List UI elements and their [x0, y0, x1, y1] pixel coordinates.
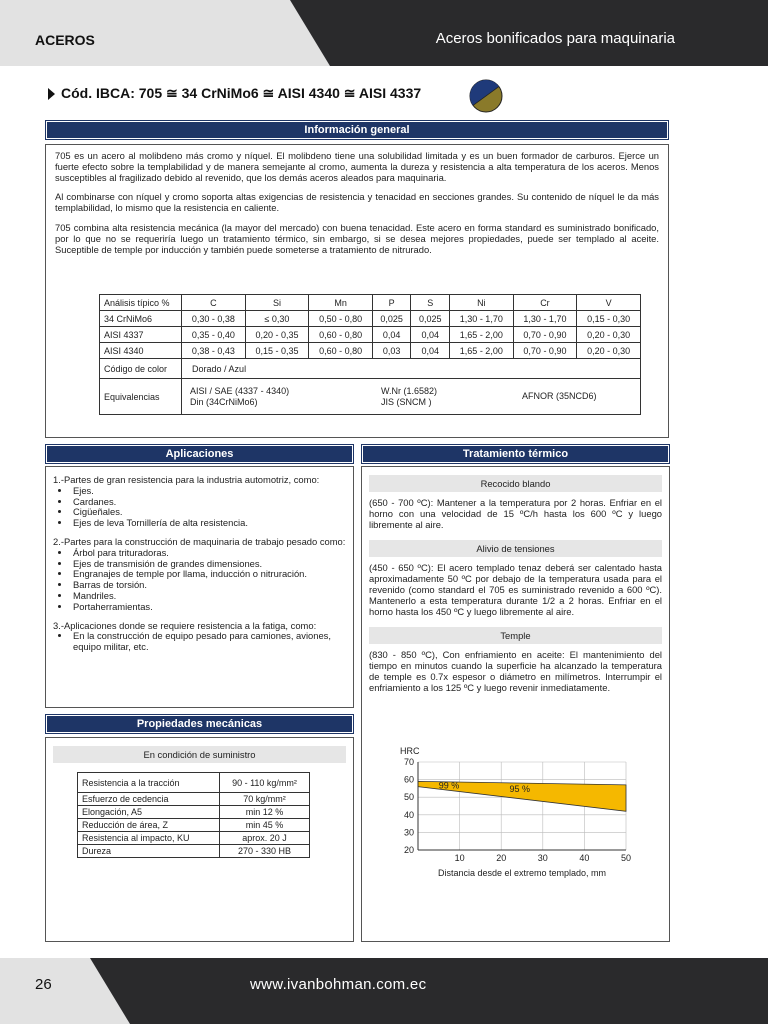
table-row: [100, 327, 641, 343]
list-item: • Ejes de leva Tornillería de alta resistencia.: [71, 518, 346, 529]
table-row: [100, 343, 641, 359]
stress-relief-text: (450 - 650 ºC): El acero templado tenaz deberá ser calentado hasta aproximadamente 50 ºC por debajo de la temperatura usada para el revenido (como standard el 705 es suministrado revenido a 600 ºC). Mantenerlo a esta temperatura durante 1/2 a 2 horas. Enfriar en el horno hasta los 450 ºC y luego libremente al aire.: [369, 562, 662, 617]
annealing-text: (650 - 700 ºC): Mantener a la temperatura por 2 horas. Enfriar en el horno con una velocidad de 15 ºC/h hasta los 600 ºC y luego libremente al aire.: [369, 497, 662, 530]
table-row: [100, 379, 641, 415]
list-item: • Mandriles.: [71, 591, 346, 602]
table-cell: ≤ 0,30: [245, 311, 309, 327]
table-header-cell: P: [372, 295, 411, 311]
page-number: 26: [35, 976, 52, 993]
table-cell: min 12 %: [220, 806, 310, 819]
list-item: • Ejes.: [71, 486, 346, 497]
table-row: [78, 845, 310, 858]
table-cell: 0,15 - 0,30: [577, 311, 641, 327]
table-row: [78, 773, 310, 793]
chart-y-tick-label: 40: [403, 809, 414, 820]
table-header-cell: Análisis típico %: [100, 295, 182, 311]
analysis-table: [99, 294, 641, 415]
chart-x-tick-label: 40: [579, 853, 590, 863]
chart-x-tick-label: 50: [620, 853, 632, 863]
annealing-title: Recocido blando: [369, 475, 662, 492]
table-header-cell: V: [577, 295, 641, 311]
applications-heading: Aplicaciones: [45, 444, 354, 464]
table-cell: 1,65 - 2,00: [450, 343, 514, 359]
table-cell: 0,03: [372, 343, 411, 359]
list-item: • Barras de torsión.: [71, 580, 346, 591]
general-info-heading: Información general: [45, 120, 669, 140]
table-cell: 0,60 - 0,80: [309, 327, 373, 343]
quenching-text: (830 - 850 ºC), Con enfriamiento en aceite: El mantenimiento del tiempo en minutos cuando la superficie ha alcanzado la temperatura de temple es 0.7x espesor o diámetro en milímetros. Interrumpir el enfriamiento a los 125 ºC y luego revenir inmediatamente.: [369, 649, 662, 693]
chart-y-tick-label: 20: [403, 845, 414, 855]
hardenability-chart: [380, 740, 660, 885]
applications-group-1-intro: 1.-Partes de gran resistencia para la industria automotriz, como:: [53, 474, 320, 485]
chart-ylabel: HRC: [400, 746, 420, 756]
mechanical-properties-heading: Propiedades mecánicas: [45, 714, 354, 734]
table-cell: Reducción de área, Z: [78, 819, 220, 832]
steel-code-text: Cód. IBCA: 705 ≅ 34 CrNiMo6 ≅ AISI 4340 ≅ AISI 4337: [61, 85, 422, 101]
chart-y-tick-label: 30: [403, 827, 414, 838]
table-row: [78, 819, 310, 832]
stress-relief-title: Alivio de tensiones: [369, 540, 662, 557]
equiv-jis: JIS (SNCM ): [381, 396, 432, 407]
triangle-bullet-icon: [48, 88, 55, 100]
table-header-cell: Mn: [309, 295, 373, 311]
table-cell: 0,20 - 0,35: [245, 327, 309, 343]
table-cell: 270 - 330 HB: [220, 845, 310, 858]
supply-condition-title: En condición de suministro: [53, 746, 346, 763]
table-cell: 0,025: [411, 311, 450, 327]
applications-box: [45, 466, 354, 708]
equiv-aisi: AISI / SAE (4337 - 4340): [190, 385, 290, 396]
table-cell: AISI 4337: [100, 327, 182, 343]
table-cell: 0,04: [411, 343, 450, 359]
quenching-title: Temple: [369, 627, 662, 644]
table-header-cell: Ni: [450, 295, 514, 311]
table-cell: 0,70 - 0,90: [513, 327, 577, 343]
applications-list-2: [71, 548, 346, 613]
list-item: • Cardanes.: [71, 497, 346, 508]
table-cell: AISI 4340: [100, 343, 182, 359]
applications-list-1: [71, 486, 346, 529]
equivalences-cell: [182, 379, 641, 415]
table-cell: 0,20 - 0,30: [577, 343, 641, 359]
equivalences-label: Equivalencias: [100, 379, 182, 415]
table-cell: aprox. 20 J: [220, 832, 310, 845]
equiv-afnor: AFNOR (35NCD6): [522, 391, 597, 401]
table-cell: 0,50 - 0,80: [309, 311, 373, 327]
page-title: Aceros bonificados para maquinaria: [435, 30, 675, 47]
table-cell: 90 - 110 kg/mm²: [220, 773, 310, 793]
chart-band-label: 95 %: [509, 783, 531, 794]
color-code-value: Dorado / Azul: [182, 359, 641, 379]
website-link[interactable]: www.ivanbohman.com.ec: [250, 976, 427, 993]
color-code-circle-icon: [469, 79, 503, 113]
table-row: [100, 311, 641, 327]
table-cell: 1,65 - 2,00: [450, 327, 514, 343]
table-header-cell: S: [411, 295, 450, 311]
general-paragraph-1: 705 es un acero al molibdeno más cromo y níquel. El molibdeno tiene una solubilidad limitada y es un buen formador de carburos. Ejerce un fuerte efecto sobre la templabilidad y de manera semejante al cromo, aumenta la dureza y resistencia a alta temperatura de los aceros. Menos susceptibles al fragilizado debido al revenido, que los demás aceros aleados para maquinaria.: [55, 150, 659, 183]
table-cell: min 45 %: [220, 819, 310, 832]
table-cell: 1,30 - 1,70: [450, 311, 514, 327]
equiv-wnr: W.Nr (1.6582): [381, 385, 438, 396]
chart-x-tick-label: 20: [496, 853, 507, 863]
chart-x-tick-label: 30: [537, 853, 548, 863]
table-row: [78, 832, 310, 845]
table-cell: 0,04: [372, 327, 411, 343]
table-cell: 0,35 - 0,40: [182, 327, 246, 343]
list-item: • Engranajes de temple por llama, inducción o nitruración.: [71, 569, 346, 580]
table-cell: 0,30 - 0,38: [182, 311, 246, 327]
chart-y-tick-label: 60: [403, 774, 414, 785]
table-header-cell: Si: [245, 295, 309, 311]
list-item: • Ejes de transmisión de grandes dimensiones.: [71, 559, 346, 570]
table-cell: 0,60 - 0,80: [309, 343, 373, 359]
applications-list-3: [71, 631, 346, 653]
table-row: [78, 806, 310, 819]
chart-xlabel: Distancia desde el extremo templado, mm: [437, 868, 607, 878]
table-cell: Dureza: [78, 845, 220, 858]
table-cell: Resistencia a la tracción: [78, 773, 220, 793]
table-cell: Resistencia al impacto, KU: [78, 832, 220, 845]
analysis-header-row: [100, 295, 641, 311]
list-item: • Cigüeñales.: [71, 507, 346, 518]
table-header-cell: Cr: [513, 295, 577, 311]
applications-group-2-intro: 2.-Partes para la construcción de maquinaria de trabajo pesado como:: [53, 535, 346, 547]
list-item: • Portaherramientas.: [71, 602, 346, 613]
list-item: • En la construcción de equipo pesado para camiones, aviones, equipo militar, etc.: [71, 631, 346, 653]
list-item: • Árbol para trituradoras.: [71, 548, 346, 559]
table-cell: 0,15 - 0,35: [245, 343, 309, 359]
table-cell: Esfuerzo de cedencia: [78, 793, 220, 806]
heat-treatment-heading: Tratamiento térmico: [361, 444, 670, 464]
chart-x-tick-label: 10: [454, 853, 465, 863]
table-cell: 0,025: [372, 311, 411, 327]
table-row: [78, 793, 310, 806]
table-cell: 1,30 - 1,70: [513, 311, 577, 327]
section-label: ACEROS: [35, 32, 95, 48]
table-cell: 34 CrNiMo6: [100, 311, 182, 327]
general-paragraph-2: Al combinarse con níquel y cromo soporta altas exigencias de resistencia y tenacidad en secciones grandes. Su contenido de níquel le da más templabilidad, lo mismo que la resistencia en caliente.: [55, 191, 659, 214]
chart-y-tick-label: 70: [403, 757, 414, 767]
equiv-din: Din (34CrNiMo6): [190, 396, 258, 407]
chart-band-label: 99 %: [438, 780, 460, 791]
applications-group-3-intro: 3.-Aplicaciones donde se requiere resistencia a la fatiga, como:: [53, 619, 317, 631]
table-row: [100, 359, 641, 379]
chart-y-tick-label: 50: [403, 792, 414, 803]
table-cell: 70 kg/mm²: [220, 793, 310, 806]
table-cell: 0,20 - 0,30: [577, 327, 641, 343]
steel-code-title: [48, 85, 421, 102]
table-cell: Elongación, A5: [78, 806, 220, 819]
general-paragraph-3: 705 combina alta resistencia mecánica (la mayor del mercado) con buena tenacidad. Este acero en forma standard es suministrado bonificado, por lo que no se requeriría luego un tratamiento térmico, sin embargo, si se desea mejores propiedades, puede ser templado al aceite. Suceptible de temple por inducción y también puede someterse a tratamiento de nitrurado.: [55, 221, 659, 255]
color-code-label: Código de color: [100, 359, 182, 379]
table-cell: 0,04: [411, 327, 450, 343]
table-cell: 0,70 - 0,90: [513, 343, 577, 359]
mechanical-properties-table: [77, 772, 310, 858]
footer-right-band: [90, 958, 768, 1024]
table-cell: 0,38 - 0,43: [182, 343, 246, 359]
table-header-cell: C: [182, 295, 246, 311]
